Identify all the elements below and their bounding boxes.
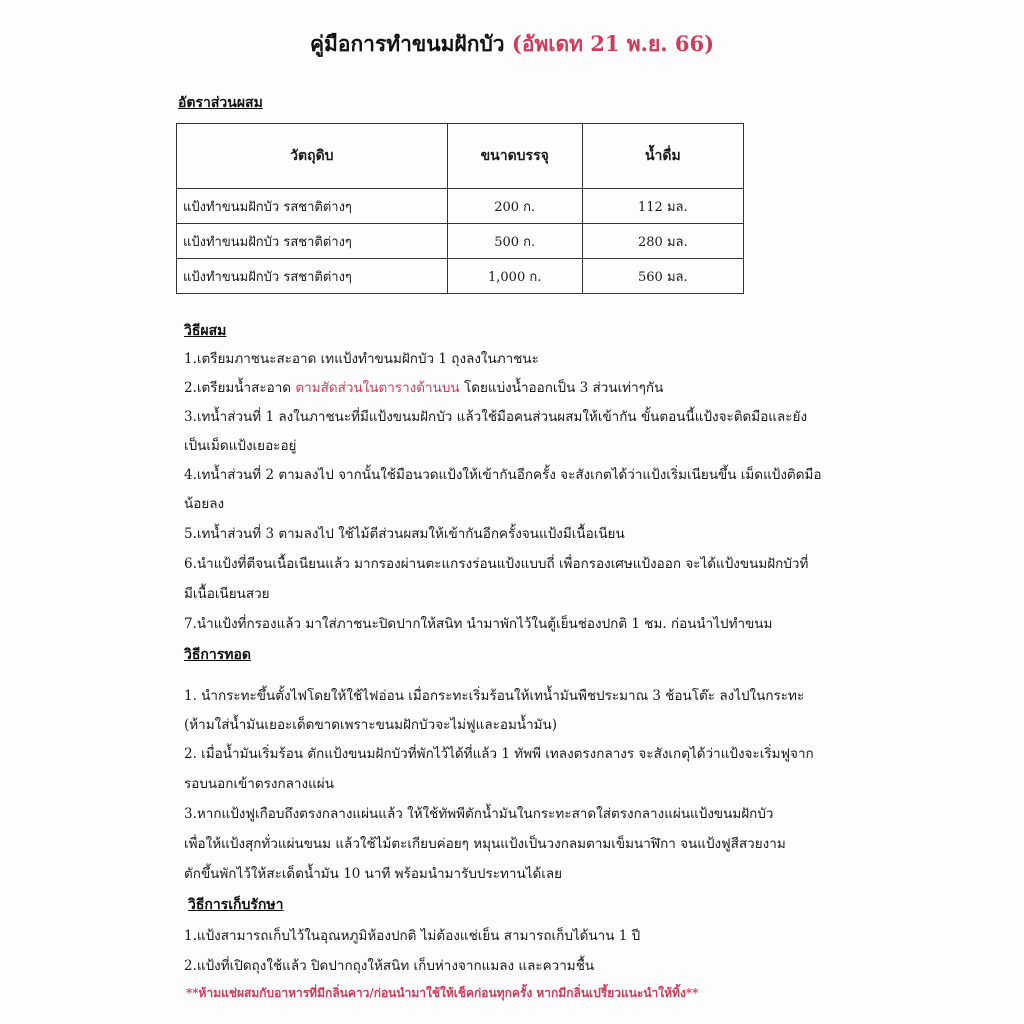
- table-row: [177, 224, 744, 259]
- frying-step-3: 3.หากแป้งฟูเกือบถึงตรงกลางแผ่นแล้ว ให้ใช้ทัพพีตักน้ำมันในกระทะสาดใส่ตรงกลางแผ่นแป้งขนมฝักบัว: [184, 806, 774, 822]
- table-cell: 1,000 ก.: [447, 259, 582, 294]
- mixing-step-2-text-c: โดยแบ่งน้ำออกเป็น 3 ส่วนเท่าๆกัน: [459, 380, 664, 396]
- mixing-step-2-highlight: ตามสัดส่วนในตารางด้านบน: [295, 380, 460, 396]
- ratio-heading: อัตราส่วนผสม: [178, 95, 263, 111]
- title-update-date: (อัพเดท 21 พ.ย. 66): [511, 31, 715, 56]
- frying-heading: วิธีการทอด: [184, 647, 251, 663]
- mixing-step-5: 5.เทน้ำส่วนที่ 3 ตามลงไป ใช้ไม้ตีส่วนผสมให้เข้ากันอีกครั้งจนแป้งมีเนื้อเนียน: [184, 526, 625, 542]
- storage-heading: วิธีการเก็บรักษา: [188, 897, 284, 913]
- header-ingredient: วัตถุดิบ: [177, 124, 448, 189]
- mixing-step-1: 1.เตรียมภาชนะสะอาด เทแป้งทำขนมฝักบัว 1 ถุงลงในภาชนะ: [184, 351, 539, 367]
- ratio-table: [176, 123, 744, 294]
- mixing-step-4-cont: น้อยลง: [184, 496, 225, 512]
- page-title: [0, 28, 1024, 61]
- mixing-step-3-cont: เป็นเม็ดแป้งเยอะอยู่: [184, 438, 297, 454]
- mixing-step-6-cont: มีเนื้อเนียนสวย: [184, 586, 270, 602]
- table-cell: แป้งทำขนมฝักบัว รสชาติต่างๆ: [177, 189, 448, 224]
- mixing-step-2-text-a: 2.เตรียมน้ำสะอาด: [184, 380, 296, 396]
- table-cell: แป้งทำขนมฝักบัว รสชาติต่างๆ: [177, 224, 448, 259]
- header-water: น้ำดื่ม: [582, 124, 743, 189]
- title-main: คู่มือการทำขนมฝักบัว: [309, 31, 505, 56]
- mixing-step-3: 3.เทน้ำส่วนที่ 1 ลงในภาชนะที่มีแป้งขนมฝักบัว แล้วใช้มือคนส่วนผสมให้เข้ากัน ขั้นตอนนี้แป้งจะติดมือและยัง: [184, 409, 808, 425]
- header-package-size: ขนาดบรรจุ: [447, 124, 582, 189]
- table-cell: 560 มล.: [582, 259, 743, 294]
- mixing-step-6: 6.นำแป้งที่ตีจนเนื้อเนียนแล้ว มากรองผ่านตะแกรงร่อนแป้งแบบถี่ เพื่อกรองเศษแป้งออก จะได้แป้งขนมฝักบัวที่: [184, 556, 809, 572]
- frying-step-2: 2. เมื่อน้ำมันเริ่มร้อน ตักแป้งขนมฝักบัวที่พักไว้ได้ที่แล้ว 1 ทัพพี เทลงตรงกลางร จะสังเกตุได้ว่าแป้งจะเริ่มฟูจาก: [184, 746, 814, 762]
- mixing-step-7: 7.นำแป้งที่กรองแล้ว มาใส่ภาชนะปิดปากให้สนิท นำมาพักไว้ในตู้เย็นช่องปกติ 1 ชม. ก่อนนำไปทำขนม: [184, 616, 773, 632]
- storage-step-2: 2.แป้งที่เปิดถุงใช้แล้ว ปิดปากถุงให้สนิท เก็บห่างจากแมลง และความชื้น: [184, 958, 595, 974]
- table-cell: 280 มล.: [582, 224, 743, 259]
- table-cell: 500 ก.: [447, 224, 582, 259]
- mixing-heading: วิธีผสม: [184, 323, 227, 339]
- table-cell: แป้งทำขนมฝักบัว รสชาติต่างๆ: [177, 259, 448, 294]
- storage-step-1: 1.แป้งสามารถเก็บไว้ในอุณหภูมิห้องปกติ ไม่ต้องแช่เย็น สามารถเก็บได้นาน 1 ปี: [184, 928, 641, 944]
- table-row: [177, 259, 744, 294]
- table-header-row: [177, 124, 744, 189]
- frying-step-1: 1. นำกระทะขึ้นตั้งไฟโดยให้ใช้ไฟอ่อน เมื่อกระทะเริ่มร้อนให้เทน้ำมันพืชประมาณ 3 ช้อนโต๊ะ ลงไปในกระทะ: [184, 688, 805, 704]
- warning-note: **ห้ามแช่ผสมกับอาหารที่มีกลิ่นคาว/ก่อนนำมาใช้ให้เช็คก่อนทุกครั้ง หากมีกลิ่นเปรี้ยวแนะนำให้ทิ้ง**: [186, 986, 699, 1000]
- mixing-step-2: [184, 376, 663, 398]
- frying-step-2-cont: รอบนอกเข้าตรงกลางแผ่น: [184, 776, 334, 792]
- table-cell: 200 ก.: [447, 189, 582, 224]
- table-row: [177, 189, 744, 224]
- mixing-step-4: 4.เทน้ำส่วนที่ 2 ตามลงไป จากนั้นใช้มือนวดแป้งให้เข้ากันอีกครั้ง จะสังเกตได้ว่าแป้งเริ่มเนียนขึ้น เม็ดแป้งติดมือ: [184, 467, 822, 483]
- table-cell: 112 มล.: [582, 189, 743, 224]
- frying-step-3-cont-2: ตักขึ้นพักไว้ให้สะเด็ดน้ำมัน 10 นาที พร้อมนำมารับประทานได้เลย: [184, 866, 563, 882]
- frying-step-3-cont-1: เพื่อให้แป้งสุกทั่วแผ่นขนม แล้วใช้ไม้ตะเกียบค่อยๆ หมุนแป้งเป็นวงกลมตามเข็มนาฬิกา จนแป้งฟูสีสวยงาม: [184, 836, 786, 852]
- frying-step-1-cont: (ห้ามใส่น้ำมันเยอะเด็ดขาดเพราะขนมฝักบัวจะไม่ฟูและอมน้ำมัน): [184, 717, 558, 733]
